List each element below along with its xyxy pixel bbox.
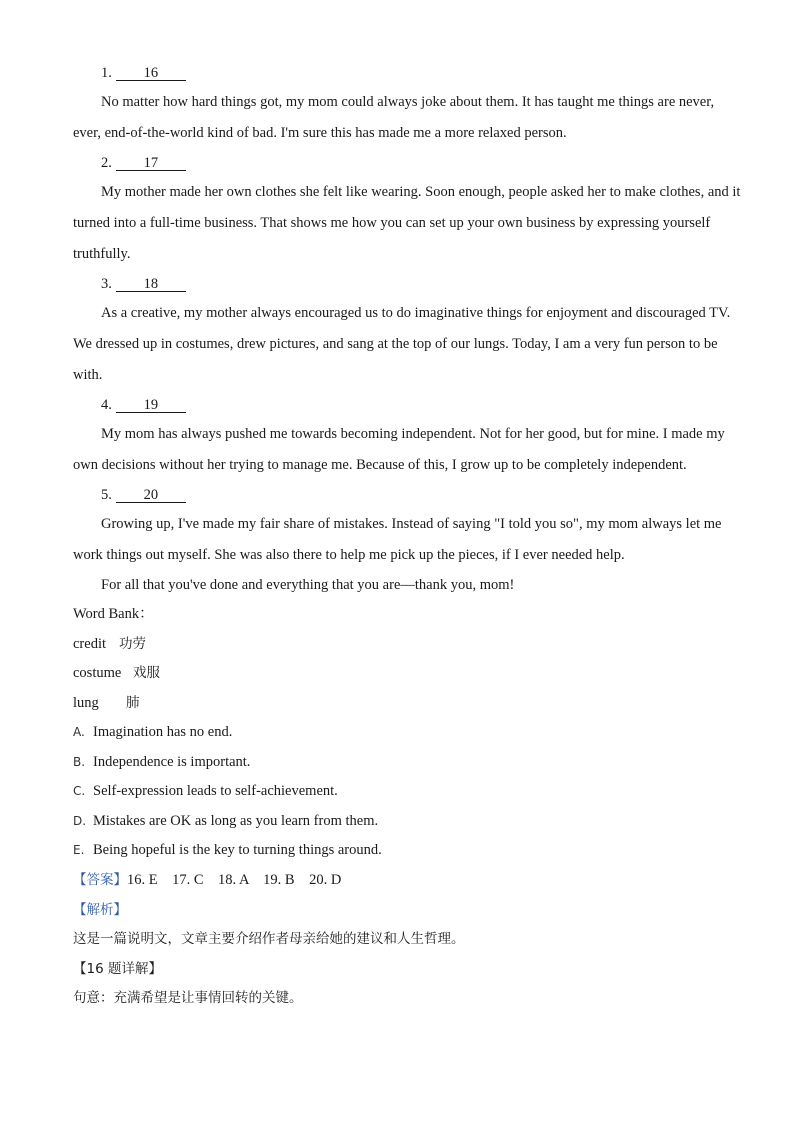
paragraph-line: own decisions without her trying to manage me. Because of this, I grow up to be completely independent.: [73, 457, 687, 473]
word-bank-translation: 肺: [126, 695, 140, 711]
question-number: [101, 486, 186, 504]
question-number-label: 5.: [101, 487, 112, 503]
paragraph-line: As a creative, my mother always encouraged us to do imaginative things for enjoyment and discouraged TV.: [101, 305, 731, 321]
question-number: [101, 154, 186, 172]
paragraph-line: work things out myself. She was also there to help me pick up the pieces, if I ever needed help.: [73, 547, 625, 563]
question-number: [101, 275, 186, 293]
question-number-label: 2.: [101, 155, 112, 171]
option-text: Being hopeful is the key to turning things around.: [93, 842, 382, 858]
answer-blank: 16: [116, 66, 186, 81]
option-text: Self-expression leads to self-achievement.: [93, 783, 338, 799]
answer-line: [73, 871, 341, 889]
answer-blank: 18: [116, 277, 186, 292]
detail-title: 【16 题详解】: [73, 961, 162, 977]
detail-text: 句意：充满希望是让事情回转的关键。: [73, 990, 303, 1006]
answer-text: 16. E 17. C 18. A 19. B 20. D: [127, 872, 342, 888]
option-item: [73, 812, 378, 830]
option-item: [73, 841, 382, 859]
question-number-label: 3.: [101, 276, 112, 292]
paragraph-line: ever, end-of-the-world kind of bad. I'm sure this has made me a more relaxed person.: [73, 125, 567, 141]
paragraph-line: with.: [73, 367, 103, 383]
paragraph-line: turned into a full-time business. That shows me how you can set up your own business by expressing yourself: [73, 215, 711, 231]
question-number: [101, 396, 186, 414]
word-bank-translation: 戏服: [133, 665, 160, 681]
word-bank-term: lung: [73, 695, 99, 711]
paragraph-line: truthfully.: [73, 246, 131, 262]
option-item: [73, 753, 250, 771]
word-bank-term: credit: [73, 636, 107, 652]
word-bank-title: Word Bank：: [73, 606, 154, 622]
analysis-summary: 这是一篇说明文，文章主要介绍作者母亲给她的建议和人生哲理。: [73, 931, 465, 947]
question-number-label: 4.: [101, 397, 112, 413]
option-item: [73, 723, 232, 741]
answer-blank: 19: [116, 398, 186, 413]
word-bank-translation: 功劳: [119, 636, 146, 652]
option-letter: D.: [73, 814, 87, 828]
option-text: Mistakes are OK as long as you learn from them.: [93, 813, 379, 829]
option-letter: B.: [73, 755, 86, 769]
paragraph-line: Growing up, I've made my fair share of mistakes. Instead of saying "I told you so", my mom always let me: [101, 516, 722, 532]
paragraph-line: No matter how hard things got, my mom could always joke about them. It has taught me things are never,: [101, 94, 715, 110]
option-letter: E.: [73, 843, 85, 857]
option-letter: C.: [73, 784, 86, 798]
question-number: [101, 64, 186, 82]
closing-line: For all that you've done and everything that you are—thank you, mom!: [101, 577, 515, 593]
paragraph-line: My mother made her own clothes she felt like wearing. Soon enough, people asked her to make clothes, and it: [101, 184, 741, 200]
question-number-label: 1.: [101, 65, 112, 81]
option-item: [73, 782, 338, 800]
paragraph-line: My mom has always pushed me towards becoming independent. Not for her good, but for mine. I made my: [101, 426, 725, 442]
answer-label: 【答案】: [73, 872, 127, 888]
answer-blank: 20: [116, 488, 186, 503]
analysis-label: 【解析】: [73, 902, 127, 918]
paragraph-line: We dressed up in costumes, drew pictures, and sang at the top of our lungs. Today, I am a very fun person to be: [73, 336, 718, 352]
option-text: Independence is important.: [93, 754, 251, 770]
word-bank-term: costume: [73, 665, 122, 681]
option-text: Imagination has no end.: [93, 724, 233, 740]
answer-blank: 17: [116, 156, 186, 171]
option-letter: A.: [73, 725, 85, 739]
